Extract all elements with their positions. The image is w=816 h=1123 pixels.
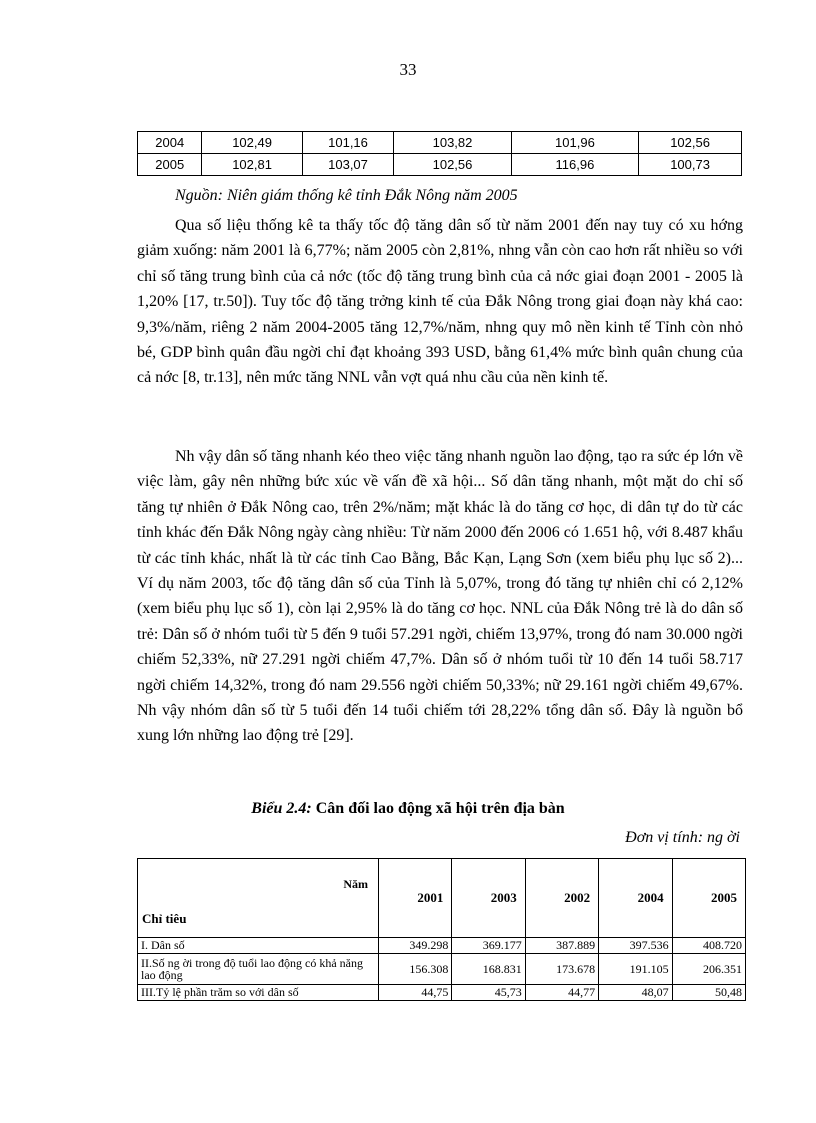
table-cell: 349.298 bbox=[379, 938, 452, 954]
table-cell: 50,48 bbox=[672, 985, 745, 1001]
year-cell: 2005 bbox=[138, 154, 202, 176]
table-cell: 116,96 bbox=[511, 154, 639, 176]
source-note: Nguồn: Niên giám thống kê tỉnh Đắk Nông năm 2005 bbox=[175, 187, 518, 204]
table-cell: 102,56 bbox=[394, 154, 511, 176]
table-cell: 102,49 bbox=[202, 132, 302, 154]
table-row bbox=[138, 938, 746, 954]
table-row bbox=[138, 954, 746, 985]
year-cell: 2004 bbox=[138, 132, 202, 154]
year-header: 2005 bbox=[672, 859, 745, 938]
row-label: III.Tỷ lệ phần trăm so với dân số bbox=[138, 985, 379, 1001]
year-header: 2004 bbox=[599, 859, 672, 938]
body-paragraph-2: Nh vậy dân số tăng nhanh kéo theo việc tăng nhanh nguồn lao động, tạo ra sức ép lớn về việc làm, gây nên những bức xúc về vấn đề xã hội... Số dân tăng nhanh, một mặt do chỉ số tăng tự nhiên ở Đắk Nông cao, trên 2%/năm; mặt khác là do tăng cơ học, di dân tự do từ các tỉnh khác đến Đắk Nông ngày càng nhiều: Từ năm 2000 đến 2006 có 1.651 hộ, với 8.487 khẩu từ các tỉnh khác, nhất là từ các tỉnh Cao Bằng, Bắc Kạn, Lạng Sơn (xem biểu phụ lục số 2)... Ví dụ năm 2003, tốc độ tăng dân số của Tỉnh là 5,07%, trong đó tăng tự nhiên chỉ có 2,12% (xem biểu phụ lục số 1), còn lại 2,95% là do tăng cơ học. NNL của Đắk Nông trẻ là do dân số trẻ: Dân số ở nhóm tuổi từ 5 đến 9 tuổi 57.291 ngời, chiếm 13,97%, trong đó nam 30.000 ngời chiếm 52,33%, nữ 27.291 ngời chiếm 47,7%. Dân số ở nhóm tuổi từ 10 đến 14 tuổi 58.717 ngời chiếm 14,32%, trong đó nam 29.556 ngời chiếm 50,33%; nữ 29.161 ngời chiếm 49,67%. Nh vậy nhóm dân số từ 5 tuổi đến 14 tuổi chiếm tới 28,22% tổng dân số. Đây là nguồn bổ xung lớn những lao động trẻ [29]. bbox=[137, 448, 743, 745]
table-cell: 408.720 bbox=[672, 938, 745, 954]
table-cell: 369.177 bbox=[452, 938, 525, 954]
header-corner-cell bbox=[138, 859, 379, 938]
table-cell: 103,07 bbox=[302, 154, 394, 176]
table-title bbox=[0, 800, 816, 818]
unit-note: Đơn vị tính: ng ời bbox=[625, 829, 740, 846]
year-header: 2003 bbox=[452, 859, 525, 938]
table-cell: 101,96 bbox=[511, 132, 639, 154]
table-cell: 173.678 bbox=[525, 954, 598, 985]
table-title-label: Biểu 2.4: bbox=[251, 800, 312, 817]
table-cell: 168.831 bbox=[452, 954, 525, 985]
table-row bbox=[138, 985, 746, 1001]
header-year-label: Năm bbox=[343, 877, 368, 891]
table-cell: 102,81 bbox=[202, 154, 302, 176]
body-paragraph-1: Qua số liệu thống kê ta thấy tốc độ tăng dân số từ năm 2001 đến nay tuy có xu hớng giảm xuống: năm 2001 là 6,77%; năm 2005 còn 2,81%, nhng vẫn còn cao hơn rất nhiều so với chỉ số tăng trung bình của cả nớc (tốc độ tăng trung bình của cả nớc giai đoạn 2001 - 2005 là 1,20% [17, tr.50]). Tuy tốc độ tăng trởng kinh tế của Đắk Nông trong giai đoạn này khá cao: 9,3%/năm, riêng 2 năm 2004-2005 tăng 12,7%/năm, nhng quy mô nền kinh tế Tỉnh còn nhỏ bé, GDP bình quân đầu ngời chỉ đạt khoảng 393 USD, bằng 61,4% mức bình quân chung của cả nớc [8, tr.13], nên mức tăng NNL vẫn vợt quá nhu cầu của nền kinh tế. bbox=[137, 217, 743, 387]
table-cell: 397.536 bbox=[599, 938, 672, 954]
table-cell: 387.889 bbox=[525, 938, 598, 954]
table-cell: 48,07 bbox=[599, 985, 672, 1001]
table-row bbox=[138, 154, 742, 176]
table-cell: 156.308 bbox=[379, 954, 452, 985]
table-cell: 102,56 bbox=[639, 132, 742, 154]
year-header: 2002 bbox=[525, 859, 598, 938]
growth-index-table bbox=[137, 131, 742, 176]
table-cell: 44,75 bbox=[379, 985, 452, 1001]
labor-balance-table bbox=[137, 858, 746, 1001]
table-row bbox=[138, 132, 742, 154]
table-cell: 103,82 bbox=[394, 132, 511, 154]
row-label: II.Số ng ời trong độ tuổi lao động có khả năng lao động bbox=[138, 954, 379, 985]
table-cell: 45,73 bbox=[452, 985, 525, 1001]
table-cell: 101,16 bbox=[302, 132, 394, 154]
table-title-text: Cân đối lao động xã hội trên địa bàn bbox=[311, 800, 565, 817]
row-label: I. Dân số bbox=[138, 938, 379, 954]
header-metric-label: Chỉ tiêu bbox=[142, 911, 187, 926]
page-number: 33 bbox=[399, 60, 417, 79]
table-cell: 191.105 bbox=[599, 954, 672, 985]
table-cell: 206.351 bbox=[672, 954, 745, 985]
table-cell: 44,77 bbox=[525, 985, 598, 1001]
year-header: 2001 bbox=[379, 859, 452, 938]
table-cell: 100,73 bbox=[639, 154, 742, 176]
